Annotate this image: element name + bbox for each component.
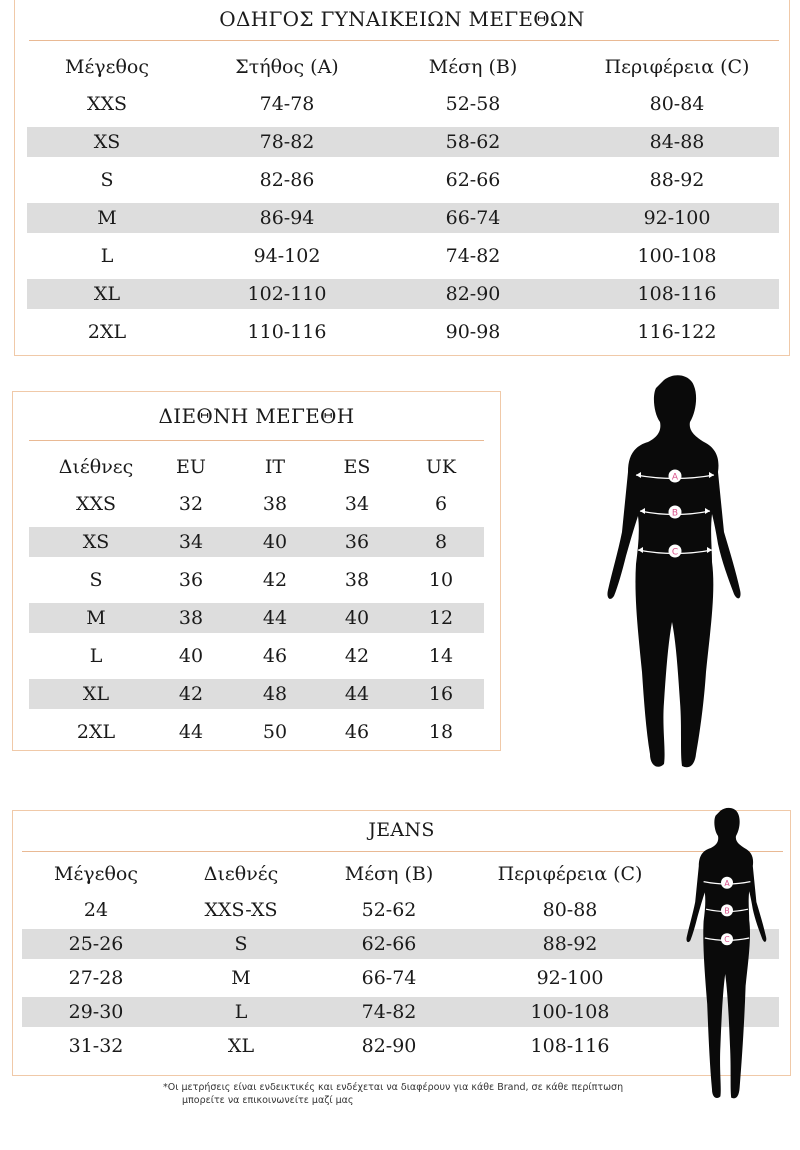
cell-international: XL bbox=[82, 683, 110, 705]
cell-international: S bbox=[89, 569, 103, 591]
table-row bbox=[22, 929, 779, 959]
marker-b-label: B bbox=[671, 508, 679, 519]
cell-uk: 8 bbox=[434, 531, 448, 553]
jeans-sizes-table bbox=[12, 810, 791, 1076]
marker-a-label: A bbox=[724, 878, 730, 888]
table-row bbox=[22, 1031, 779, 1061]
footnote-line-2: μπορείτε να επικοινωνείτε μαζί μας bbox=[182, 1095, 354, 1106]
cell-uk: 14 bbox=[428, 645, 454, 667]
cell-hips: 80-88 bbox=[542, 899, 598, 921]
cell-size: 2XL bbox=[87, 321, 127, 343]
cell-es: 36 bbox=[344, 531, 370, 553]
cell-hips: 108-116 bbox=[530, 1035, 610, 1057]
title-divider bbox=[29, 440, 484, 441]
cell-waist: 66-74 bbox=[361, 967, 417, 989]
cell-size: XL bbox=[93, 283, 121, 305]
table-row bbox=[27, 241, 779, 271]
header-uk: UK bbox=[425, 456, 457, 478]
cell-waist: 90-98 bbox=[445, 321, 501, 343]
table-row bbox=[27, 279, 779, 309]
cell-size: XS bbox=[93, 131, 121, 153]
marker-b-label: B bbox=[724, 906, 730, 916]
marker-b-icon bbox=[669, 506, 682, 519]
cell-international: S bbox=[234, 933, 248, 955]
cell-es: 34 bbox=[344, 493, 370, 515]
marker-b-icon bbox=[721, 904, 733, 916]
cell-es: 44 bbox=[344, 683, 370, 705]
cell-hips: 84-88 bbox=[649, 131, 705, 153]
cell-size: 27-28 bbox=[68, 967, 124, 989]
cell-hips: 108-116 bbox=[637, 283, 717, 305]
cell-hips: 88-92 bbox=[542, 933, 598, 955]
table-row bbox=[22, 895, 779, 925]
cell-international: XXS bbox=[75, 493, 117, 515]
cell-waist: 58-62 bbox=[445, 131, 501, 153]
table-header-row bbox=[13, 859, 792, 889]
cell-uk: 10 bbox=[428, 569, 454, 591]
cell-hips: 116-122 bbox=[637, 321, 717, 343]
cell-bust: 74-78 bbox=[259, 93, 315, 115]
table-row bbox=[22, 963, 779, 993]
cell-es: 40 bbox=[344, 607, 370, 629]
cell-bust: 82-86 bbox=[259, 169, 315, 191]
cell-waist: 62-66 bbox=[445, 169, 501, 191]
cell-hips: 80-84 bbox=[649, 93, 705, 115]
table-row bbox=[29, 565, 484, 595]
cell-eu: 36 bbox=[178, 569, 204, 591]
cell-es: 38 bbox=[344, 569, 370, 591]
cell-international: M bbox=[86, 607, 106, 629]
cell-waist: 52-62 bbox=[361, 899, 417, 921]
cell-waist: 82-90 bbox=[361, 1035, 417, 1057]
header-size: Μέγεθος bbox=[53, 863, 139, 885]
cell-size: 24 bbox=[83, 899, 109, 921]
title-divider bbox=[29, 40, 779, 41]
header-eu: EU bbox=[176, 456, 206, 478]
table-row bbox=[27, 127, 779, 157]
cell-uk: 6 bbox=[434, 493, 448, 515]
table-row bbox=[29, 603, 484, 633]
table-row bbox=[27, 203, 779, 233]
cell-uk: 16 bbox=[428, 683, 454, 705]
cell-hips: 100-108 bbox=[637, 245, 717, 267]
cell-waist: 52-58 bbox=[445, 93, 501, 115]
cell-it: 38 bbox=[262, 493, 288, 515]
cell-international: XS bbox=[82, 531, 110, 553]
header-size: Μέγεθος bbox=[64, 56, 150, 78]
table-row bbox=[27, 89, 779, 119]
table-row bbox=[27, 165, 779, 195]
cell-it: 46 bbox=[262, 645, 288, 667]
cell-hips: 92-100 bbox=[643, 207, 711, 229]
cell-waist: 74-82 bbox=[361, 1001, 417, 1023]
cell-eu: 42 bbox=[178, 683, 204, 705]
marker-a-label: A bbox=[671, 472, 679, 483]
cell-size: 31-32 bbox=[68, 1035, 124, 1057]
cell-eu: 40 bbox=[178, 645, 204, 667]
header-bust: Στήθος (A) bbox=[235, 56, 339, 78]
cell-international: L bbox=[234, 1001, 248, 1023]
cell-eu: 38 bbox=[178, 607, 204, 629]
cell-international: M bbox=[231, 967, 251, 989]
cell-waist: 66-74 bbox=[445, 207, 501, 229]
cell-eu: 44 bbox=[178, 721, 204, 743]
table-row bbox=[29, 679, 484, 709]
cell-size: L bbox=[100, 245, 114, 267]
table-row bbox=[29, 527, 484, 557]
body-measurement-silhouette bbox=[600, 372, 750, 772]
cell-international: XL bbox=[227, 1035, 255, 1057]
cell-international: 2XL bbox=[76, 721, 116, 743]
table-row bbox=[29, 641, 484, 671]
cell-uk: 18 bbox=[428, 721, 454, 743]
marker-c-icon bbox=[721, 933, 733, 945]
marker-a-icon bbox=[721, 877, 733, 889]
table-header-row bbox=[15, 52, 791, 82]
women-size-guide-table bbox=[14, 0, 790, 356]
jeans-title: JEANS bbox=[368, 819, 435, 841]
table-row bbox=[22, 997, 779, 1027]
title-divider bbox=[22, 851, 783, 852]
silhouette-body bbox=[686, 808, 766, 1098]
cell-hips: 92-100 bbox=[536, 967, 604, 989]
cell-bust: 86-94 bbox=[259, 207, 315, 229]
cell-size: 29-30 bbox=[68, 1001, 124, 1023]
cell-size: S bbox=[100, 169, 114, 191]
table-row bbox=[29, 717, 484, 747]
cell-it: 40 bbox=[262, 531, 288, 553]
cell-it: 44 bbox=[262, 607, 288, 629]
header-waist: Μέση (B) bbox=[428, 56, 518, 78]
header-waist: Μέση (B) bbox=[344, 863, 434, 885]
marker-c-icon bbox=[669, 545, 682, 558]
jeans-measurement-silhouette bbox=[682, 806, 772, 1106]
cell-waist: 62-66 bbox=[361, 933, 417, 955]
cell-bust: 102-110 bbox=[247, 283, 327, 305]
marker-c-label: C bbox=[724, 935, 730, 945]
cell-it: 42 bbox=[262, 569, 288, 591]
cell-hips: 100-108 bbox=[530, 1001, 610, 1023]
silhouette-body bbox=[607, 375, 740, 767]
cell-uk: 12 bbox=[428, 607, 454, 629]
cell-waist: 74-82 bbox=[445, 245, 501, 267]
cell-eu: 34 bbox=[178, 531, 204, 553]
table-header-row bbox=[13, 452, 502, 482]
cell-waist: 82-90 bbox=[445, 283, 501, 305]
cell-es: 46 bbox=[344, 721, 370, 743]
cell-international: XXS-XS bbox=[204, 899, 278, 921]
header-international: Διεθνές bbox=[203, 863, 279, 885]
table-row bbox=[29, 489, 484, 519]
cell-size: 25-26 bbox=[68, 933, 124, 955]
cell-bust: 78-82 bbox=[259, 131, 315, 153]
header-hips: Περιφέρεια (C) bbox=[604, 56, 750, 78]
international-title: ΔΙΕΘΝΗ ΜΕΓΕΘΗ bbox=[158, 404, 355, 428]
cell-size: XXS bbox=[86, 93, 128, 115]
header-hips: Περιφέρεια (C) bbox=[497, 863, 643, 885]
marker-a-icon bbox=[669, 470, 682, 483]
cell-it: 50 bbox=[262, 721, 288, 743]
international-sizes-table bbox=[12, 391, 501, 751]
cell-bust: 110-116 bbox=[247, 321, 327, 343]
table-row bbox=[27, 317, 779, 347]
cell-eu: 32 bbox=[178, 493, 204, 515]
cell-bust: 94-102 bbox=[253, 245, 321, 267]
cell-international: L bbox=[89, 645, 103, 667]
cell-hips: 88-92 bbox=[649, 169, 705, 191]
header-international: Διέθνες bbox=[58, 456, 134, 478]
marker-c-label: C bbox=[671, 547, 679, 558]
header-it: IT bbox=[264, 456, 286, 478]
footnote bbox=[163, 1081, 683, 1107]
header-es: ES bbox=[343, 456, 371, 478]
cell-size: M bbox=[97, 207, 117, 229]
cell-it: 48 bbox=[262, 683, 288, 705]
cell-es: 42 bbox=[344, 645, 370, 667]
women-guide-title: ΟΔΗΓΟΣ ΓΥΝΑΙΚΕΙΩΝ ΜΕΓΕΘΩΝ bbox=[219, 7, 585, 31]
footnote-line-1: *Οι μετρήσεις είναι ενδεικτικές και ενδέχεται να διαφέρουν για κάθε Brand, σε κάθε περίπτωση bbox=[163, 1082, 624, 1093]
